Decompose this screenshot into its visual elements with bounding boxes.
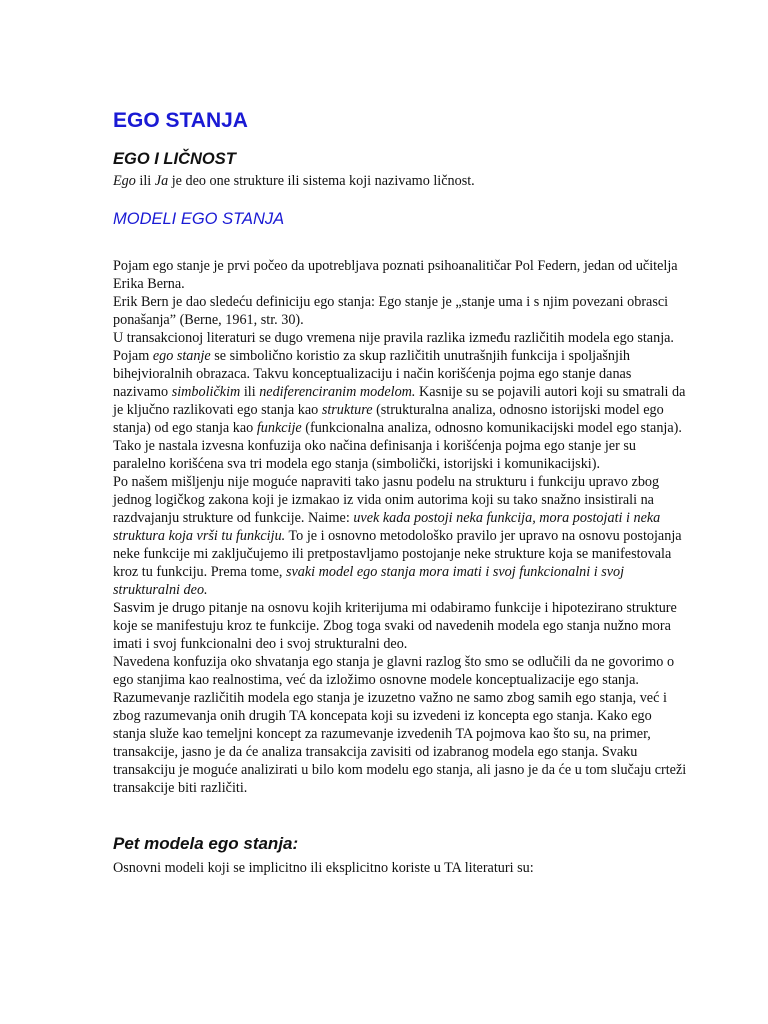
text-run: ili	[135, 173, 155, 189]
text-run: Kasnije su se pojavili autori koji su smatrali da je ključno razlikovati ego stanja kao	[113, 384, 686, 418]
text-run: ili	[240, 384, 260, 400]
text-run: (funkcionalna analiza, odnosno komunikacijski model ego stanja). Tako je nastala izvesna konfuzija oko načina definisanja i korišćenja pojma ego stanje jer su paralelno korišćena sva tri modela ego stanja (simbolički, istorijski i komunikacijski).	[113, 420, 682, 472]
text-run: je deo one strukture ili sistema koji nazivamo ličnost.	[168, 173, 475, 189]
emphasis-text: ego stanje	[152, 348, 211, 364]
emphasis-text: simboličkim	[171, 384, 241, 400]
emphasis-text: Ja	[154, 173, 169, 189]
paragraph-federn: Pojam ego stanje je prvi počeo da upotrebljava poznati psihoanalitičar Pol Federn, jedan od učitelja Erika Berna.	[113, 258, 678, 292]
section-heading-modeli: MODELI EGO STANJA	[113, 210, 285, 228]
pet-modela-paragraph: Osnovni modeli koji se implicitno ili eksplicitno koriste u TA literaturi su:	[113, 860, 534, 876]
paragraph-definition: Erik Bern je dao sledeću definiciju ego stanja: Ego stanje je „stanje uma i s njim povezani obrasci ponašanja” (Berne, 1961, str. 30).	[113, 294, 669, 328]
emphasis-text: strukture	[321, 402, 373, 418]
main-heading: EGO STANJA	[113, 109, 248, 132]
text-run: (strukturalna analiza, odnosno istorijski model ego stanja) od ego stanja kao	[113, 402, 664, 436]
text-run: U transakcionoj literaturi se dugo vremena nije pravila razlika između različitih modela ego stanja. Pojam	[113, 330, 674, 364]
paragraph-konfuzija: Navedena konfuzija oko shvatanja ego stanja je glavni razlog što smo se odlučili da ne govorimo o ego stanjima kao realnostima, već da izložimo osnovne modele konceptualizacije ego stanja. Razumevanje različitih modela ego stanja je izuzetno važno ne samo zbog samih ego stanja, već i zbog razumevanja onih drugih TA koncepata koji su izvedeni iz koncepta ego stanja. Kako ego stanja služe kao temeljni koncept za razumevanje izvedenih TA pojmova kao što su, na primer, transakcije, jasno je da će analiza transakcija zavisiti od izabranog modela ego stanja. Svaku transakciju je moguće analizirati u bilo kom modelu ego stanja, ali jasno je da će u tom slučaju crteži transakcije biti različiti.	[113, 654, 687, 796]
paragraph-struktura-funkcija	[113, 473, 688, 599]
text-run: Po našem mišljenju nije moguće napraviti tako jasnu podelu na strukturu i funkciju upravo zbog jednog logičkog zakona koji je izmakao iz vida onim autorima koji su tako snažno insistirali na razdvajanju strukture od funkcije. Naime:	[113, 474, 660, 526]
paragraph-kriterijumi: Sasvim je drugo pitanje na osnovu kojih kriterijuma mi odabiramo funkcije i hipotezirano strukture koje se manifestuju kroz te funkcije. Zbog toga svaki od navedenih modela ego stanja nužno mora imati i svoj funkcionalni deo i svoj strukturalni deo.	[113, 600, 677, 652]
section-heading-ego-licnost: EGO I LIČNOST	[113, 150, 236, 168]
emphasis-text: uvek kada postoji neka funkcija, mora postojati i neka struktura koja vrši tu funkciju.	[113, 510, 661, 544]
emphasis-text: funkcije	[256, 420, 302, 436]
ego-licnost-paragraph	[113, 172, 688, 190]
text-run: To je i osnovno metodološko pravilo jer upravo na osnovu postojanja neke funkcije mi zaključujemo ili pretpostavljamo postojanje neke strukture koja se manifestovala kroz tu funkciju. Prema tome,	[113, 528, 682, 580]
section-heading-pet-modela: Pet modela ego stanja:	[113, 834, 299, 853]
paragraph-transakciona-literatura	[113, 329, 688, 473]
emphasis-text: Ego	[113, 173, 136, 189]
text-run: se simbolično koristio za skup različitih unutrašnjih funkcija i spoljašnjih bihejvioralnih obrazaca. Takvu konceptualizaciju i način korišćenja pojma ego stanje danas nazivamo	[113, 348, 632, 400]
modeli-body	[113, 257, 688, 797]
emphasis-text: nediferenciranim modelom.	[259, 384, 416, 400]
emphasis-text: svaki model ego stanja mora imati i svoj funkcionalni i svoj strukturalni deo.	[113, 564, 625, 598]
